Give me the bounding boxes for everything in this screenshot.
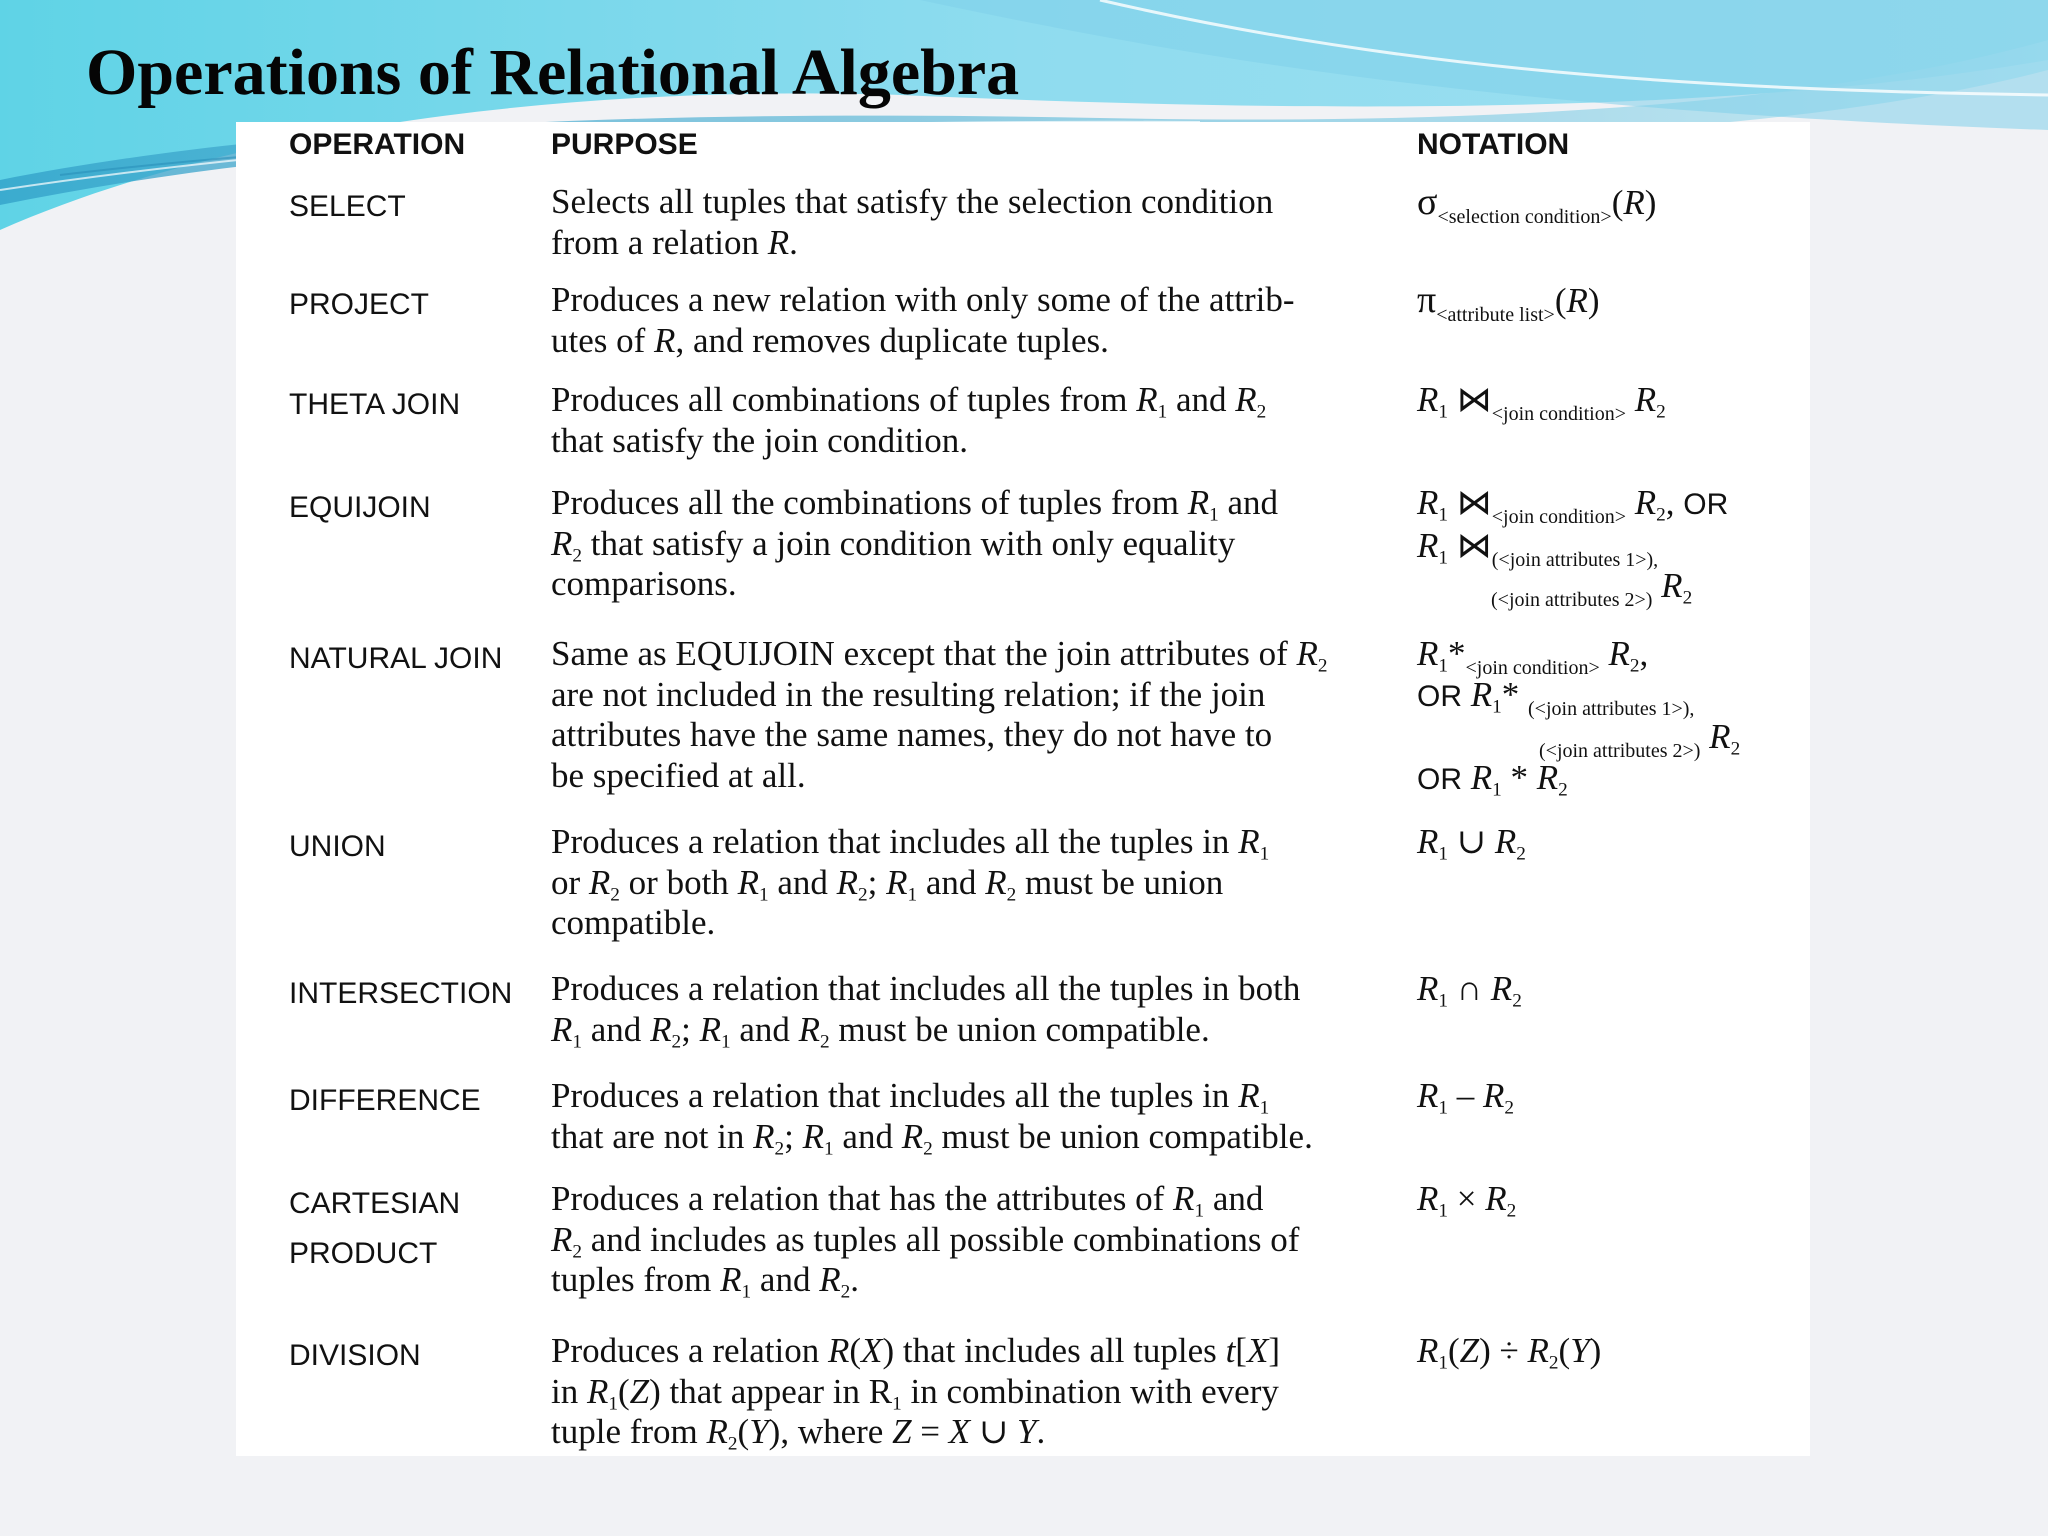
notation-cell: $\pi_{<attribute list>}(R)$ (1417, 279, 1600, 326)
notation-cell: $R_1$ $⋈_{<join condition>}$ $R_2$, OR $R_1$ $⋈_{(<join attributes 1>),}$ $_{(<join attributes 2>)}$ $R_2$ (1417, 483, 1729, 611)
operation-cell: SELECT (289, 190, 406, 223)
purpose-cell (551, 380, 1401, 461)
purpose-cell (551, 634, 1401, 796)
notation-cell: $\sigma_{<selection condition>}(R)$ (1417, 181, 1657, 228)
purpose-line: are not included in the resulting relation; if the join (551, 674, 1266, 714)
operation-cell: DIFFERENCE (289, 1084, 481, 1117)
operation-cell: NATURAL JOIN (289, 642, 503, 675)
header-operation: OPERATION (289, 128, 466, 161)
purpose-line: compatible. (551, 903, 716, 942)
operation-cell: THETA JOIN (289, 388, 461, 421)
purpose-line: Produces a relation that has the attributes of $R_1$ and (551, 1179, 1264, 1222)
purpose-line: Same as EQUIJOIN except that the join attributes of $R_2$ (551, 634, 1328, 677)
notation-cell: $R_1*_{<join condition>}$ $R_2$, OR $R_1*$ $_{(<join attributes 1>),}$ $_{(<join attributes 2>)}$ $R_2$ OR $R_1 * R_2$ (1417, 634, 1741, 801)
relational-algebra-table (236, 122, 1810, 1456)
purpose-line: Produces a relation that includes all the tuples in $R_1$ (551, 822, 1270, 865)
purpose-cell (551, 1331, 1401, 1453)
operation-cell: PROJECT (289, 288, 430, 321)
purpose-line: Produces all the combinations of tuples from $R_1$ and (551, 483, 1278, 526)
purpose-line: $R_2$ and includes as tuples all possible combinations of (551, 1219, 1300, 1263)
purpose-line: that are not in $R_2$; $R_1$ and $R_2$ must be union compatible. (551, 1116, 1313, 1160)
purpose-cell (551, 1076, 1401, 1160)
purpose-line: utes of R, and removes duplicate tuples. (551, 320, 1109, 360)
operation-cell: EQUIJOIN (289, 491, 431, 524)
header-notation: NOTATION (1417, 128, 1570, 161)
purpose-line: Produces a relation R(X) that includes all tuples t[X] (551, 1331, 1280, 1370)
purpose-line: Produces a relation that includes all the tuples in $R_1$ (551, 1076, 1270, 1119)
operation-cell: DIVISION (289, 1339, 421, 1372)
operation-cell: UNION (289, 830, 386, 863)
purpose-line: Produces a new relation with only some of the attrib- (551, 280, 1295, 319)
purpose-cell (551, 822, 1401, 944)
notation-cell: $R_1 - R_2$ (1417, 1076, 1515, 1119)
operation-cell: INTERSECTION (289, 977, 513, 1010)
purpose-line: tuples from $R_1$ and $R_2$. (551, 1260, 859, 1303)
operation-line: PRODUCT (289, 1237, 438, 1270)
purpose-cell (551, 280, 1401, 361)
purpose-line: or $R_2$ or both $R_1$ and $R_2$; $R_1$ and $R_2$ must be union (551, 862, 1224, 906)
purpose-line: $R_1$ and $R_2$; $R_1$ and $R_2$ must be union compatible. (551, 1009, 1210, 1053)
purpose-cell (551, 969, 1401, 1053)
header-purpose: PURPOSE (551, 128, 698, 161)
purpose-line: that satisfy the join condition. (551, 420, 969, 460)
notation-cell: $R_1(Z) \div R_2(Y)$ (1417, 1331, 1602, 1374)
purpose-cell (551, 1179, 1401, 1301)
notation-cell: $R_1 \times R_2$ (1417, 1179, 1517, 1222)
purpose-cell (551, 483, 1401, 605)
purpose-line: Selects all tuples that satisfy the selection condition (551, 182, 1274, 221)
purpose-line: tuple from $R_2(Y)$, where Z = X ∪ Y. (551, 1412, 1046, 1455)
purpose-cell (551, 182, 1401, 263)
purpose-line: $R_2$ that satisfy a join condition with only equality (551, 523, 1236, 567)
notation-cell: $R_1$ $⋈_{<join condition>}$ $R_2$ (1417, 380, 1666, 425)
purpose-line: comparisons. (551, 564, 737, 603)
slide-title: Operations of Relational Algebra (86, 36, 1020, 109)
operation-line: CARTESIAN (289, 1187, 461, 1220)
notation-cell: $R_1$ ∩ $R_2$ (1417, 969, 1522, 1012)
purpose-line: Produces a relation that includes all the tuples in both (551, 969, 1301, 1008)
purpose-line: attributes have the same names, they do not have to (551, 715, 1273, 754)
purpose-line: be specified at all. (551, 755, 806, 795)
purpose-line: in $R_1(Z)$ that appear in $R_1$ in combination with every (551, 1371, 1279, 1415)
purpose-line: Produces all combinations of tuples from $R_1$ and $R_2$ (551, 380, 1267, 423)
notation-cell: $R_1$ ∪ $R_2$ (1417, 822, 1526, 865)
operation-cell (289, 1179, 460, 1279)
purpose-line: from a relation R. (551, 222, 798, 262)
